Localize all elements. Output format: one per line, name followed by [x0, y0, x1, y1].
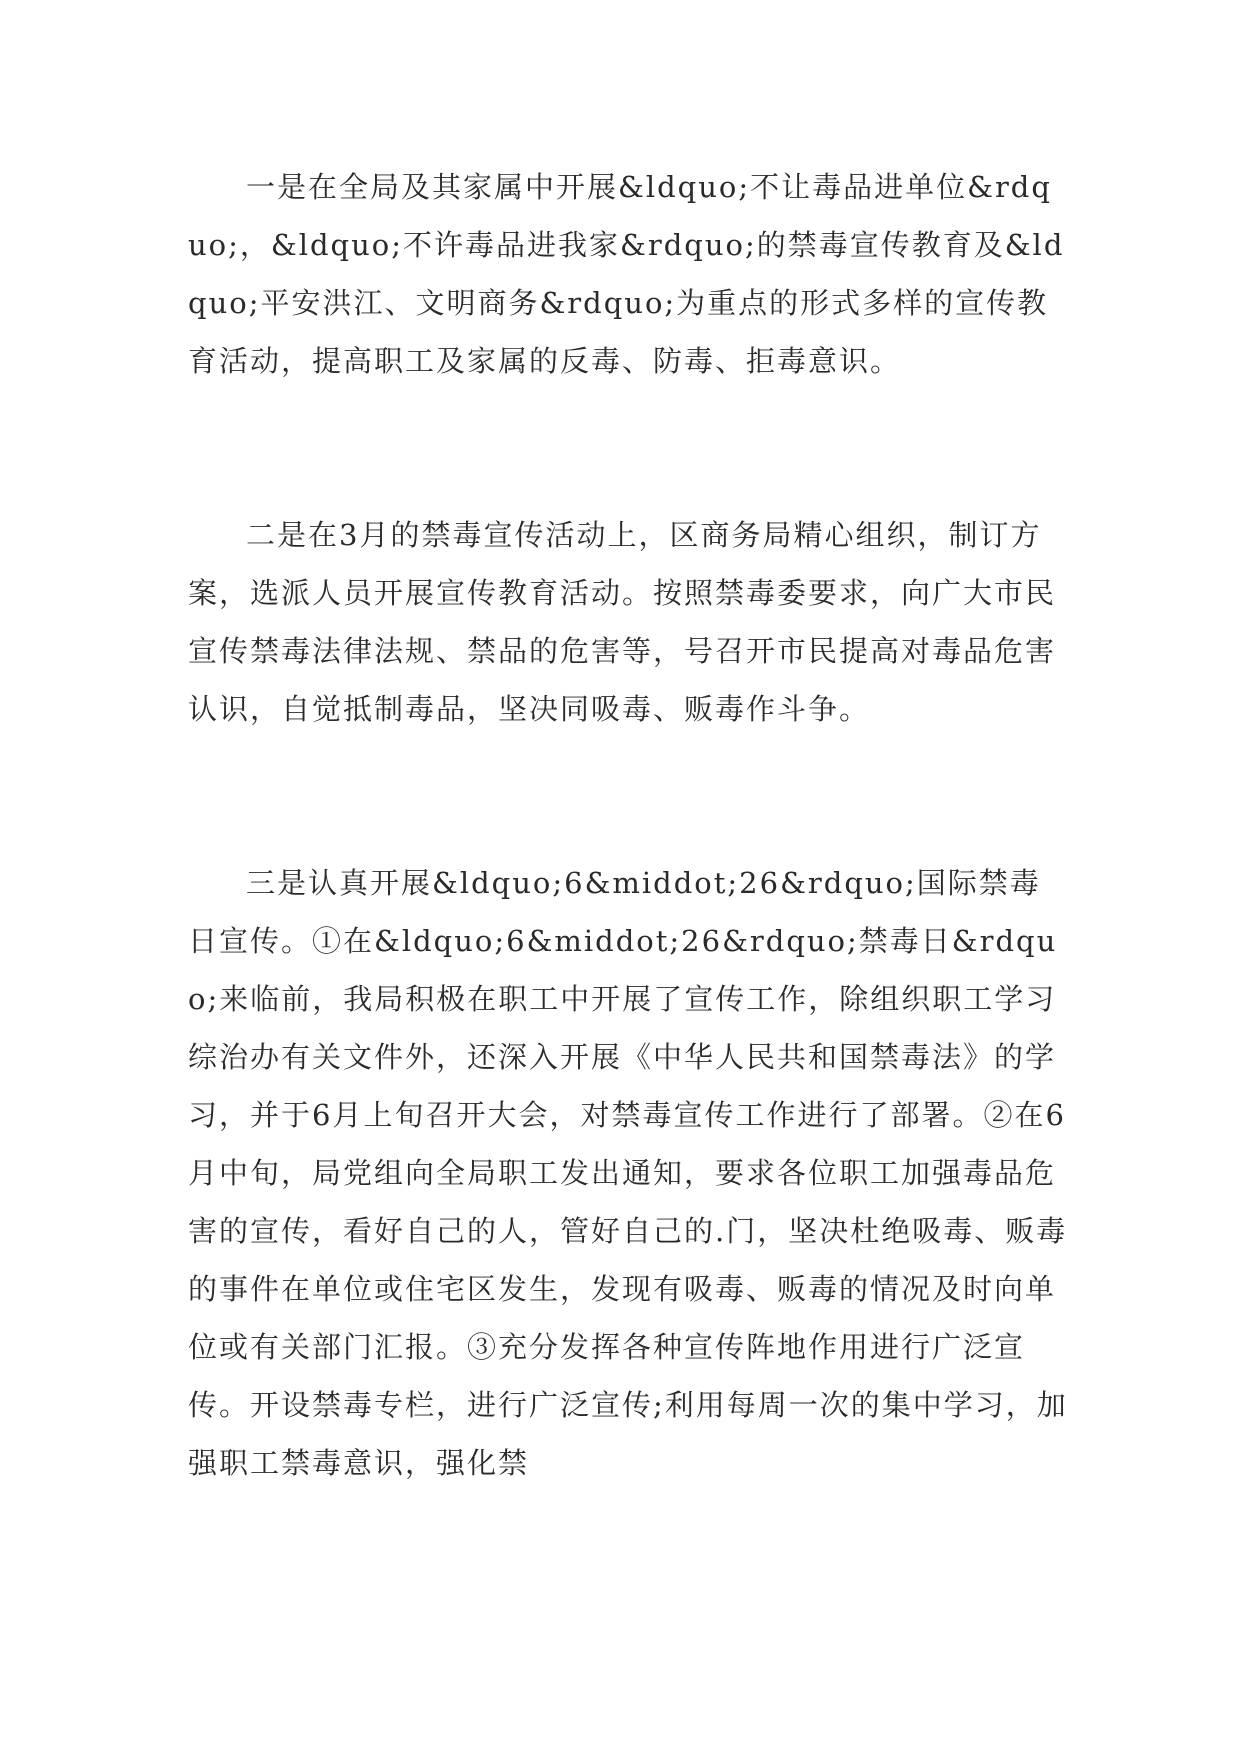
paragraph-2: 二是在3月的禁毒宣传活动上，区商务局精心组织，制订方案，选派人员开展宣传教育活动。按照禁毒委要求，向广大市民宣传禁毒法律法规、禁品的危害等，号召开市民提高对毒品危害认识，自觉抵制毒品，坚决同吸毒、贩毒作斗争。 [188, 518, 1057, 726]
document-body [188, 158, 1068, 1492]
paragraph-1: 一是在全局及其家属中开展&ldquo;不让毒品进单位&rdquo;，&ldquo;不许毒品进我家&rdquo;的禁毒宣传教育及&ldquo;平安洪江、文明商务&rdquo;为重点的形式多样的宣传教育活动，提高职工及家属的反毒、防毒、拒毒意识。 [188, 170, 1065, 378]
paragraph-3: 三是认真开展&ldquo;6&middot;26&rdquo;国际禁毒日宣传。①在&ldquo;6&middot;26&rdquo;禁毒日&rdquo;来临前，我局积极在职工中开展了宣传工作，除组织职工学习综治办有关文件外，还深入开展《中华人民共和国禁毒法》的学习，并于6月上旬召开大会，对禁毒宣传工作进行了部署。②在6月中旬，局党组向全局职工发出通知，要求各位职工加强毒品危害的宣传，看好自己的人，管好自己的.门，坚决杜绝吸毒、贩毒的事件在单位或住宅区发生，发现有吸毒、贩毒的情况及时向单位或有关部门汇报。③充分发挥各种宣传阵地作用进行广泛宣传。开设禁毒专栏，进行广泛宣传;利用每周一次的集中学习，加强职工禁毒意识，强化禁 [188, 866, 1068, 1480]
